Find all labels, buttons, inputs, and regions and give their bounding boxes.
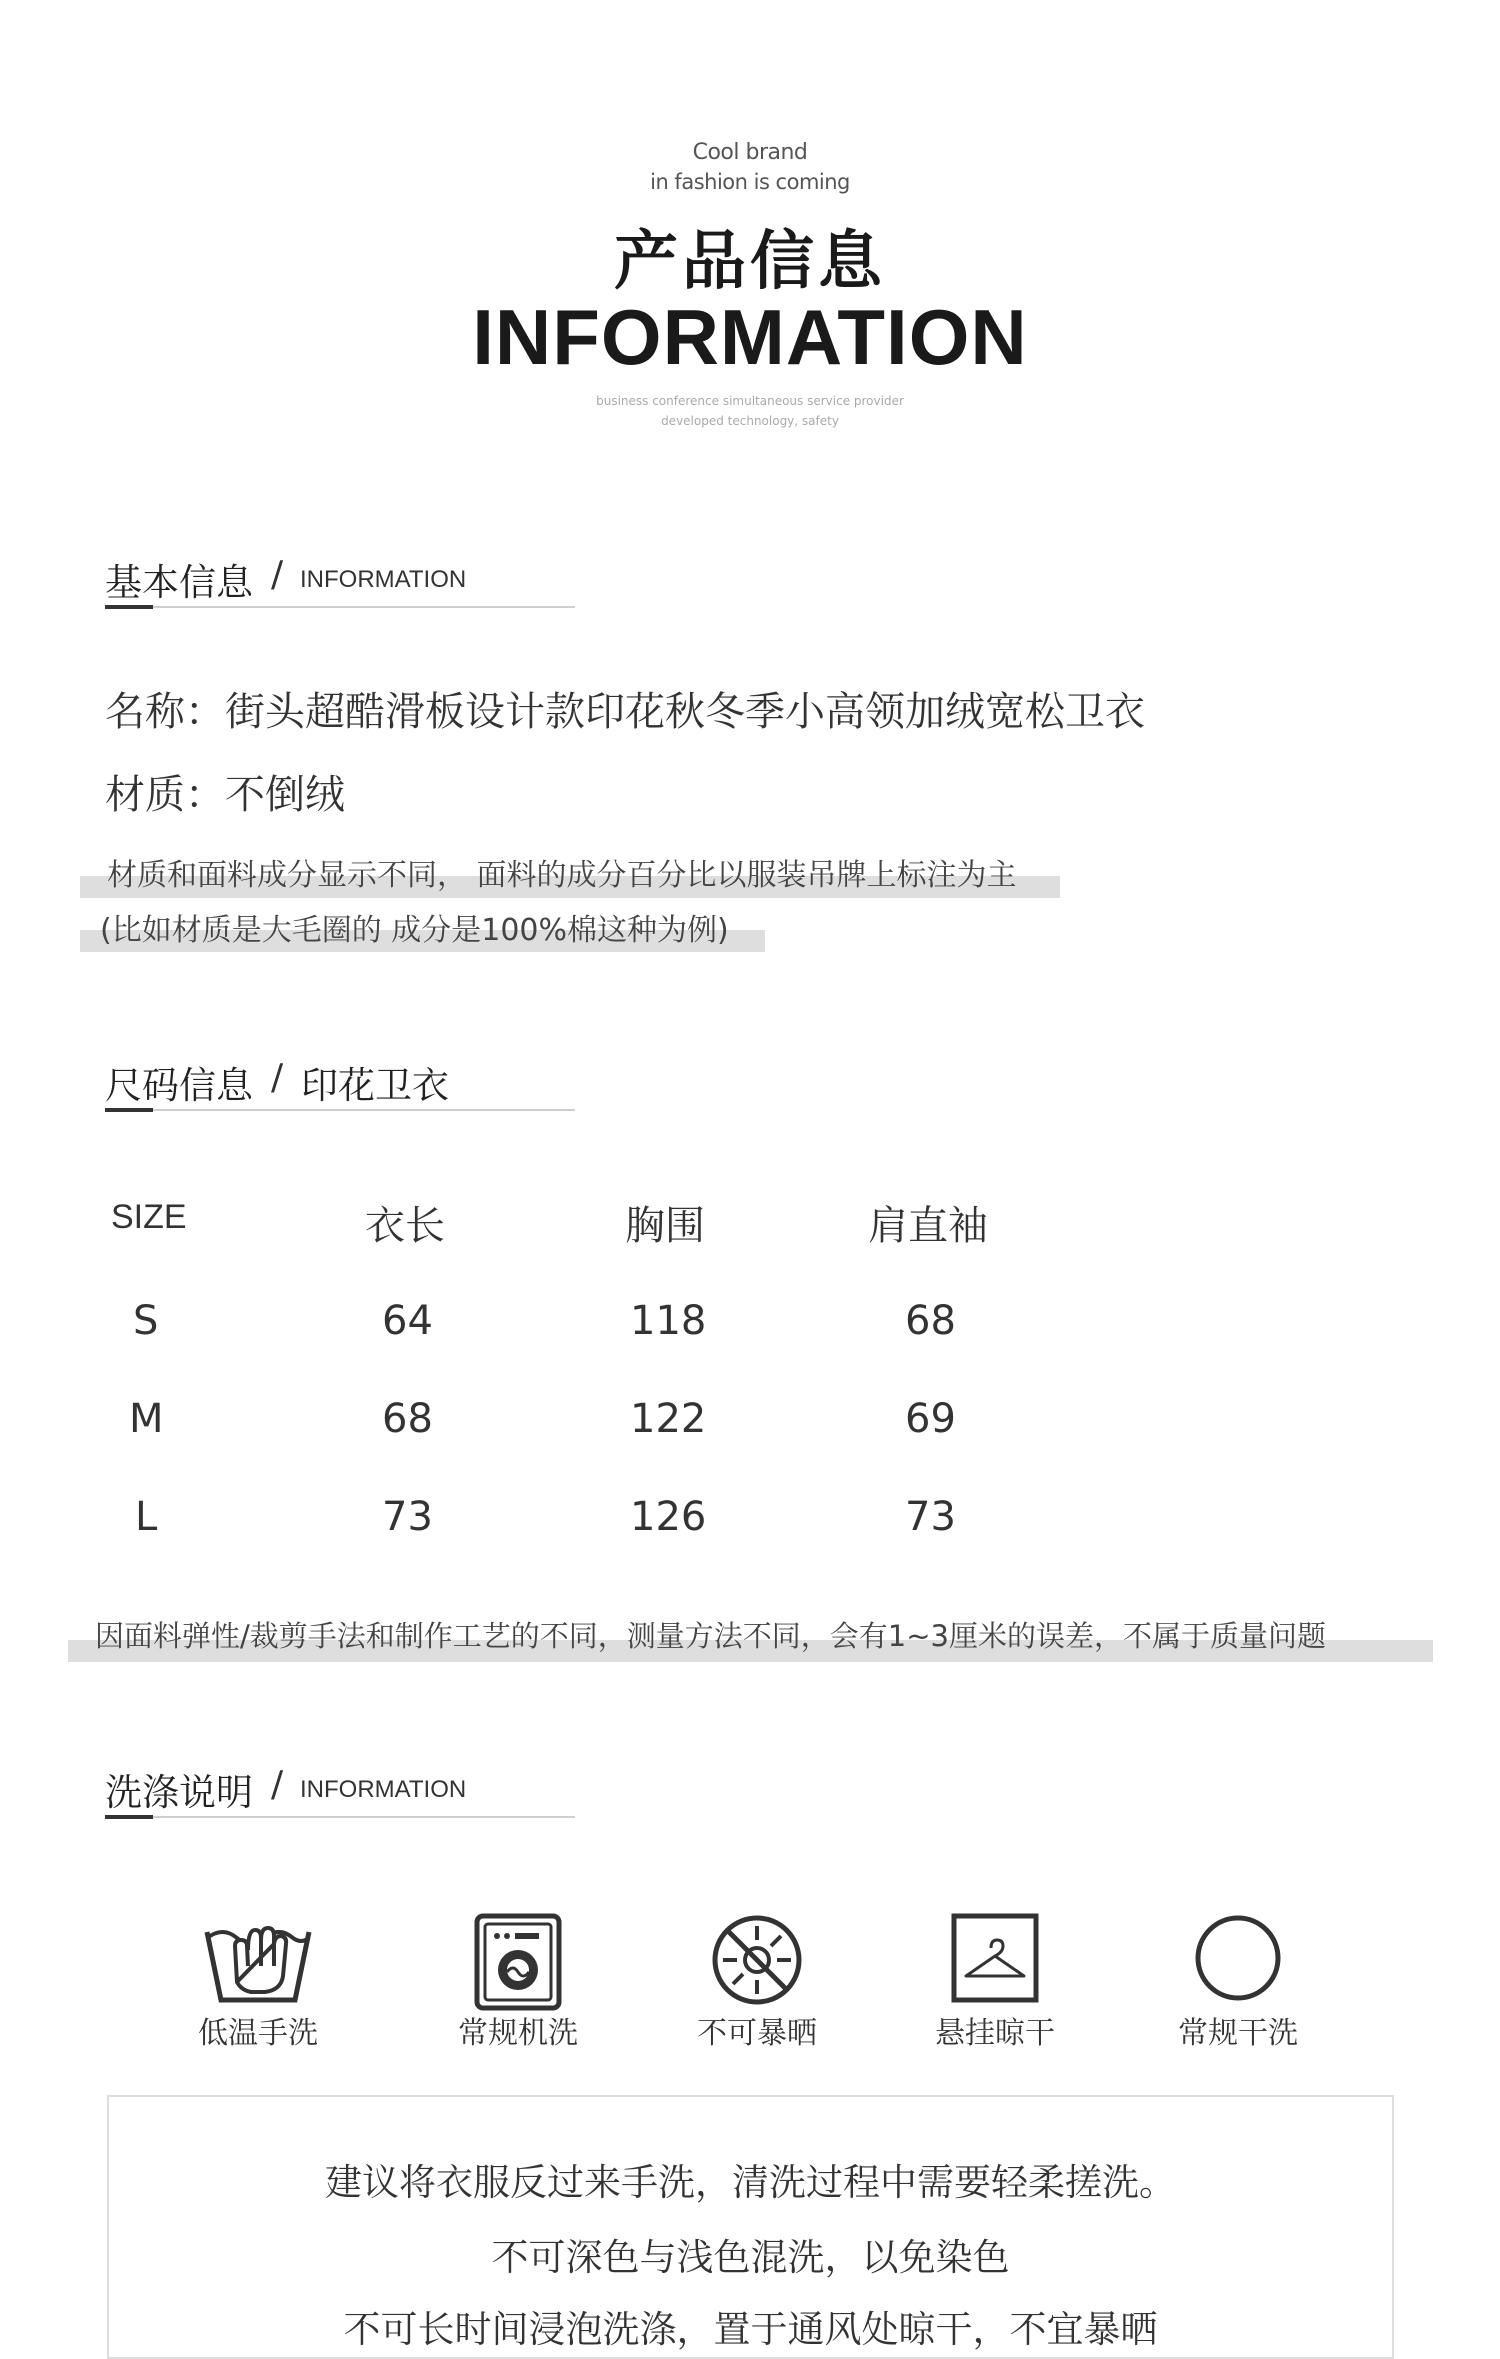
care-note-box — [107, 2095, 1394, 2359]
table-cell-sleeve: 73 — [905, 1494, 956, 1540]
divider-accent — [105, 1108, 153, 1112]
header-small-text-2: developed technology, safety — [661, 414, 839, 428]
table-cell-length: 68 — [382, 1396, 433, 1442]
header-small-text-1: business conference simultaneous service provider — [596, 394, 904, 408]
table-header-chest: 胸围 — [625, 1203, 705, 1249]
divider — [105, 1816, 575, 1818]
table-cell-length: 73 — [382, 1494, 433, 1540]
wash-label: 常规干洗 — [1178, 2016, 1298, 2051]
table-cell-sleeve: 68 — [905, 1298, 956, 1344]
table-cell-chest: 118 — [630, 1298, 707, 1344]
header-tagline-1: Cool brand — [692, 140, 808, 165]
size-table — [105, 1180, 1105, 1540]
page-title-en: INFORMATION — [472, 293, 1028, 381]
material-note-2: (比如材质是大毛圈的 成分是100%棉这种为例) — [100, 913, 729, 948]
table-cell-size: L — [135, 1494, 158, 1540]
care-note-line: 不可深色与浅色混洗，以免染色 — [491, 2236, 1010, 2279]
care-note-line: 不可长时间浸泡洗涤，置于通风处晾干，不宜暴晒 — [343, 2308, 1158, 2351]
section-title: 基本信息 — [105, 561, 253, 604]
section-header-basic — [105, 552, 575, 612]
table-cell-size: S — [133, 1298, 159, 1344]
table-cell-sleeve: 69 — [905, 1396, 956, 1442]
header-tagline-2: in fashion is coming — [650, 170, 850, 194]
section-subtitle: INFORMATION — [300, 1776, 467, 1803]
product-material: 材质：不倒绒 — [105, 772, 345, 818]
table-header-sleeve: 肩直袖 — [868, 1203, 988, 1249]
divider-accent — [105, 605, 153, 609]
dry-clean-icon — [1183, 1910, 1293, 2010]
section-slash: / — [271, 1764, 284, 1805]
no-sun-icon — [702, 1910, 812, 2010]
machine-wash-icon — [463, 1912, 573, 2012]
section-slash: / — [271, 554, 284, 595]
hand-wash-icon — [203, 1910, 313, 2010]
table-header-length: 衣长 — [365, 1203, 445, 1249]
section-header-wash — [105, 1762, 575, 1822]
section-header-size — [105, 1055, 575, 1115]
section-subtitle: 印花卫衣 — [301, 1064, 449, 1107]
section-subtitle: INFORMATION — [300, 566, 467, 593]
wash-label: 不可暴晒 — [697, 2016, 817, 2051]
divider — [105, 1109, 575, 1111]
table-header-size: SIZE — [111, 1198, 187, 1236]
material-note-1: 材质和面料成分显示不同， 面料的成分百分比以服装吊牌上标注为主 — [107, 858, 1017, 893]
section-title: 尺码信息 — [105, 1064, 253, 1107]
divider-accent — [105, 1815, 153, 1819]
care-note-line: 建议将衣服反过来手洗，清洗过程中需要轻柔搓洗。 — [325, 2161, 1176, 2204]
page-title-cn: 产品信息 — [614, 225, 886, 299]
table-cell-chest: 122 — [630, 1396, 707, 1442]
table-cell-size: M — [129, 1396, 164, 1442]
section-slash: / — [271, 1057, 284, 1098]
wash-label: 常规机洗 — [458, 2016, 578, 2051]
table-cell-length: 64 — [382, 1298, 433, 1344]
divider — [105, 606, 575, 608]
size-disclaimer: 因面料弹性/裁剪手法和制作工艺的不同，测量方法不同，会有1~3厘米的误差，不属于质量问题 — [95, 1619, 1326, 1653]
table-cell-chest: 126 — [630, 1494, 707, 1540]
product-name: 名称：街头超酷滑板设计款印花秋冬季小高领加绒宽松卫衣 — [105, 689, 1145, 735]
wash-label: 悬挂晾干 — [935, 2016, 1055, 2051]
wash-label: 低温手洗 — [198, 2016, 318, 2051]
hang-dry-icon — [940, 1912, 1050, 2012]
section-title: 洗涤说明 — [105, 1771, 253, 1814]
